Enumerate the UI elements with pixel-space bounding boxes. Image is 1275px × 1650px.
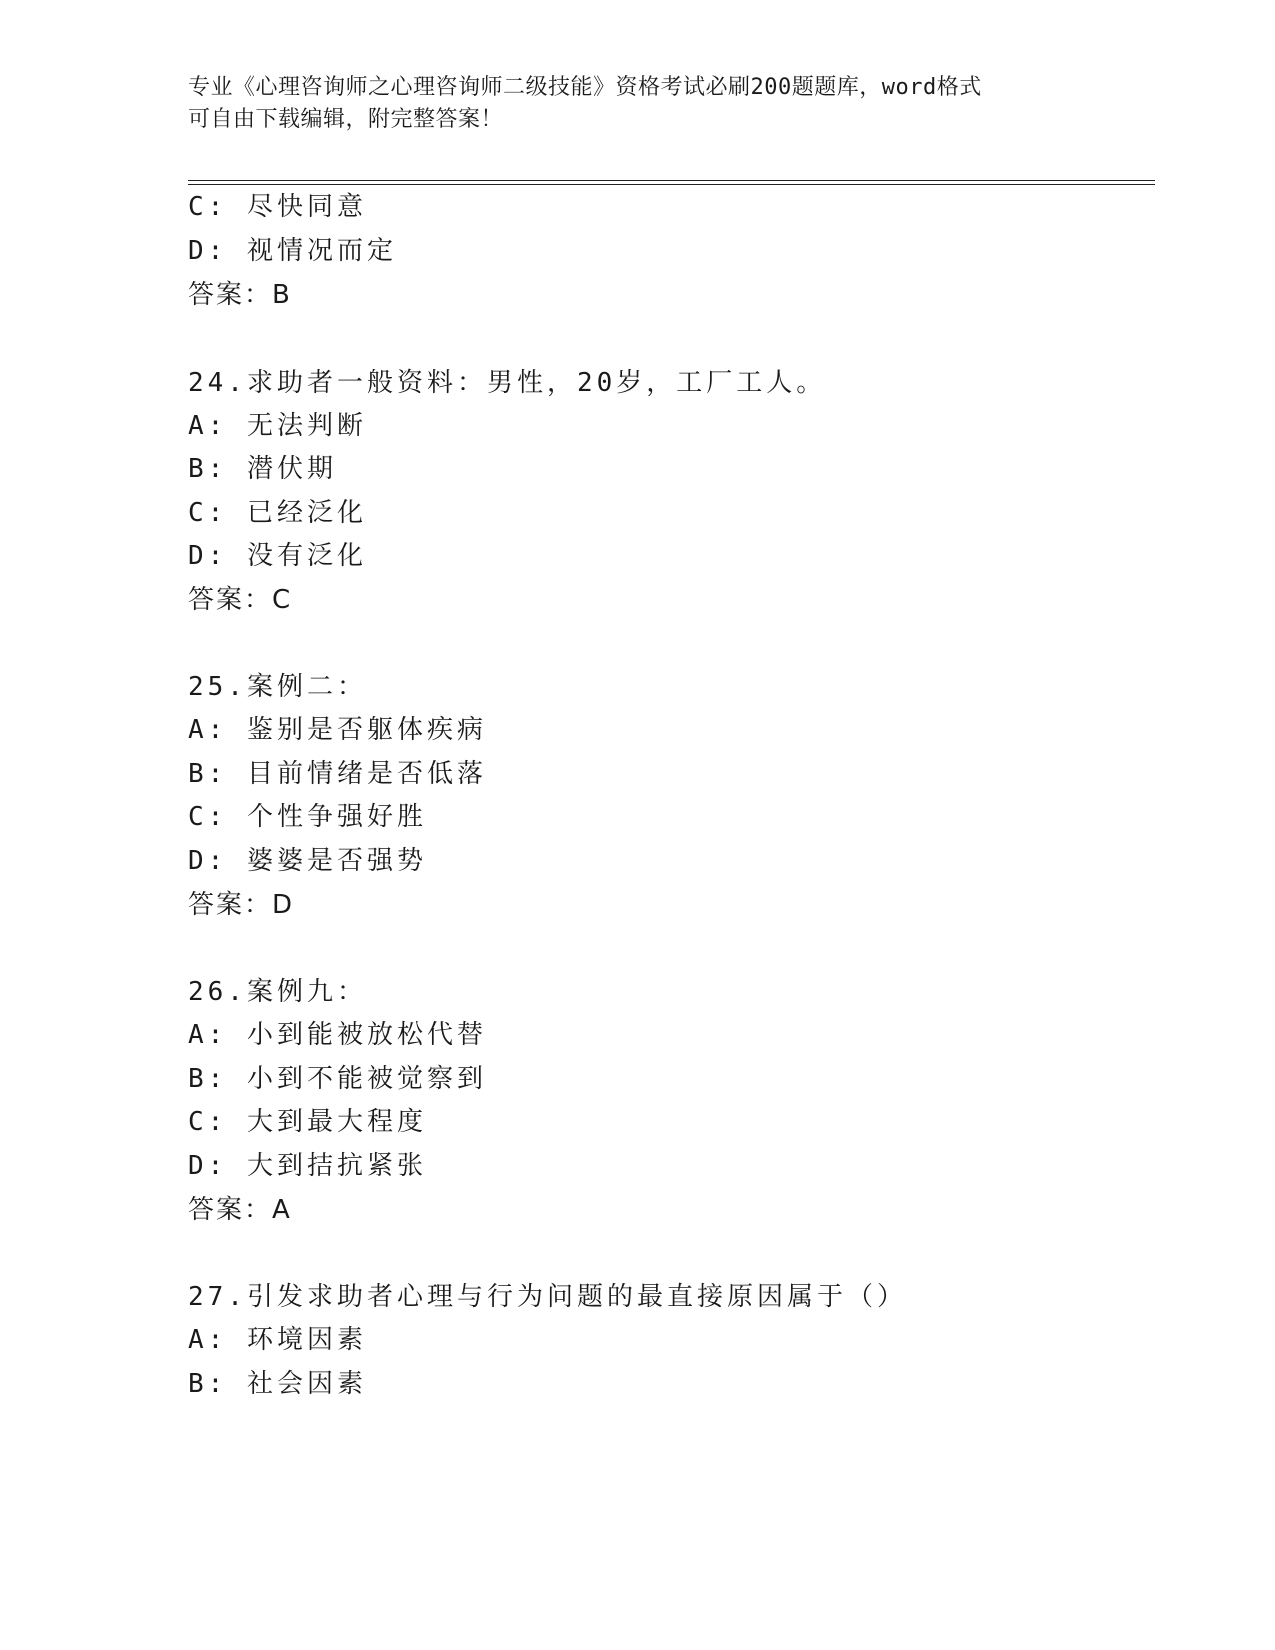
header-line-2: 可自由下载编辑，附完整答案！: [188, 107, 504, 132]
option-a: A: 无法判断: [188, 411, 367, 441]
option-b: B: 潜伏期: [188, 454, 337, 484]
option-b: B: 小到不能被觉察到: [188, 1064, 487, 1094]
question-25: 25.案例二：: [188, 672, 367, 702]
option-d: D: 没有泛化: [188, 541, 367, 571]
option-a: A: 鉴别是否躯体疾病: [188, 715, 487, 745]
option-b: B: 目前情绪是否低落: [188, 759, 487, 789]
answer-line: 答案：B: [188, 280, 292, 310]
option-d: D: 大到拮抗紧张: [188, 1151, 427, 1181]
header-divider: [188, 180, 1155, 185]
option-c: C: 大到最大程度: [188, 1107, 427, 1137]
option-d: D: 视情况而定: [188, 236, 397, 266]
option-c: C: 个性争强好胜: [188, 802, 427, 832]
option-b: B: 社会因素: [188, 1369, 367, 1399]
answer-line: 答案：D: [188, 890, 295, 920]
question-24: 24.求助者一般资料：男性，20岁，工厂工人。: [188, 368, 827, 398]
question-27: 27.引发求助者心理与行为问题的最直接原因属于（）: [188, 1282, 907, 1312]
option-d: D: 婆婆是否强势: [188, 846, 427, 876]
header-line-1: 专业《心理咨询师之心理咨询师二级技能》资格考试必刷200题题库，word格式: [188, 75, 982, 100]
document-header: [188, 72, 1088, 136]
option-a: A: 小到能被放松代替: [188, 1020, 487, 1050]
answer-line: 答案：A: [188, 1195, 292, 1225]
answer-line: 答案：C: [188, 585, 293, 615]
question-26: 26.案例九：: [188, 977, 367, 1007]
option-a: A: 环境因素: [188, 1325, 367, 1355]
option-c: C: 已经泛化: [188, 498, 367, 528]
option-c: C: 尽快同意: [188, 192, 367, 222]
